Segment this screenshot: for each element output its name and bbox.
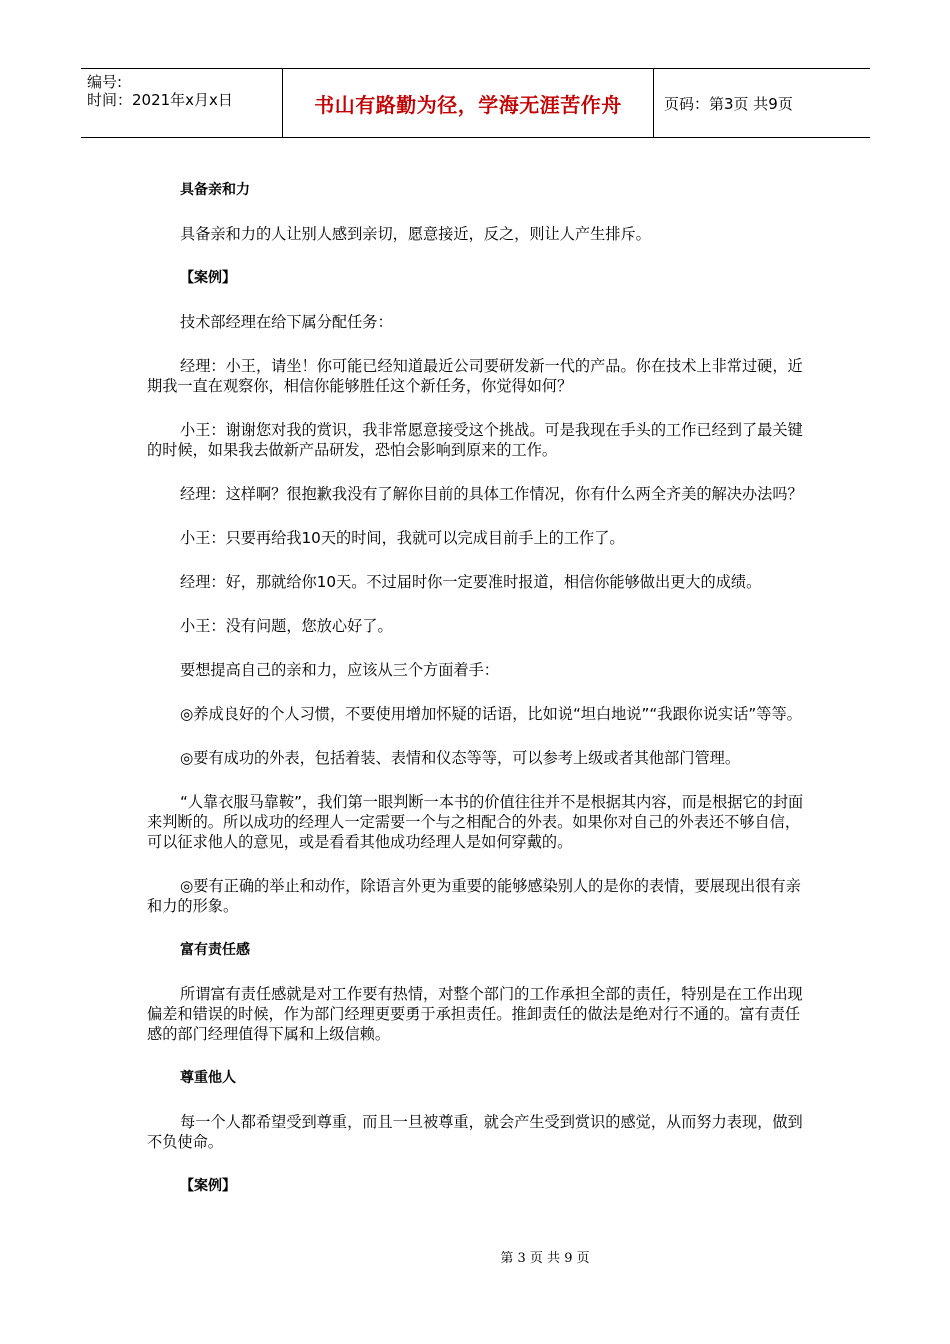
paragraph: ◎要有正确的举止和动作，除语言外更为重要的能够感染别人的是你的表情，要展现出很有亲和力的形象。	[147, 877, 801, 915]
paragraph: 技术部经理在给下属分配任务：	[180, 313, 393, 331]
paragraph: 经理：好，那就给你10天。不过届时你一定要准时报道，相信你能够做出更大的成绩。	[180, 573, 762, 591]
case-label: 【案例】	[180, 1178, 236, 1194]
paragraph: 所谓富有责任感就是对工作要有热情，对整个部门的工作承担全部的责任，特别是在工作出现偏差和错误的时候，作为部门经理更要勇于承担责任。推卸责任的做法是绝对行不通的。富有责任感的部门经理值得下属和上级信赖。	[147, 985, 803, 1043]
document-date: 时间：2021年x月x日	[87, 91, 233, 109]
header-meta	[81, 69, 283, 137]
header-page-cell	[654, 69, 870, 137]
page-header	[81, 68, 870, 138]
paragraph: 小王：谢谢您对我的赏识，我非常愿意接受这个挑战。可是我现在手头的工作已经到了最关键的时候，如果我去做新产品研发，恐怕会影响到原来的工作。	[147, 421, 803, 459]
page-info: 页码：第3页 共9页	[664, 94, 793, 113]
paragraph: 经理：这样啊？很抱歉我没有了解你目前的具体工作情况，你有什么两全齐美的解决办法吗？	[180, 485, 803, 503]
motto: 书山有路勤为径，学海无涯苦作舟	[314, 92, 622, 117]
section-heading: 具备亲和力	[180, 182, 250, 198]
paragraph: 具备亲和力的人让别人感到亲切，愿意接近，反之，则让人产生排斥。	[180, 225, 651, 243]
header-motto-cell	[283, 69, 654, 137]
paragraph: 每一个人都希望受到尊重，而且一旦被尊重，就会产生受到赏识的感觉，从而努力表现，做到不负使命。	[147, 1113, 803, 1151]
paragraph: “人靠衣服马靠鞍”，我们第一眼判断一本书的价值往往并不是根据其内容，而是根据它的封面来判断的。所以成功的经理人一定需要一个与之相配合的外表。如果你对自己的外表还不够自信，可以征求他人的意见，或是看看其他成功经理人是如何穿戴的。	[147, 793, 804, 851]
paragraph: 要想提高自己的亲和力，应该从三个方面着手：	[180, 661, 499, 679]
section-heading: 尊重他人	[180, 1070, 236, 1086]
document-body	[147, 180, 807, 1220]
document-number: 编号:	[87, 73, 123, 91]
paragraph: 经理：小王，请坐！你可能已经知道最近公司要研发新一代的产品。你在技术上非常过硬，近期我一直在观察你，相信你能够胜任这个新任务，你觉得如何？	[147, 357, 803, 395]
page-footer	[0, 1247, 950, 1266]
paragraph: ◎要有成功的外表，包括着装、表情和仪态等等，可以参考上级或者其他部门管理。	[180, 749, 741, 767]
paragraph: ◎养成良好的个人习惯，不要使用增加怀疑的话语，比如说“坦白地说”“我跟你说实话”等等。	[180, 705, 802, 723]
footer-page-number: 第 3 页 共 9 页	[500, 1251, 590, 1266]
paragraph: 小王：没有问题，您放心好了。	[180, 617, 393, 635]
paragraph: 小王：只要再给我10天的时间，我就可以完成目前手上的工作了。	[180, 529, 625, 547]
case-label: 【案例】	[180, 270, 236, 286]
section-heading: 富有责任感	[180, 942, 250, 958]
